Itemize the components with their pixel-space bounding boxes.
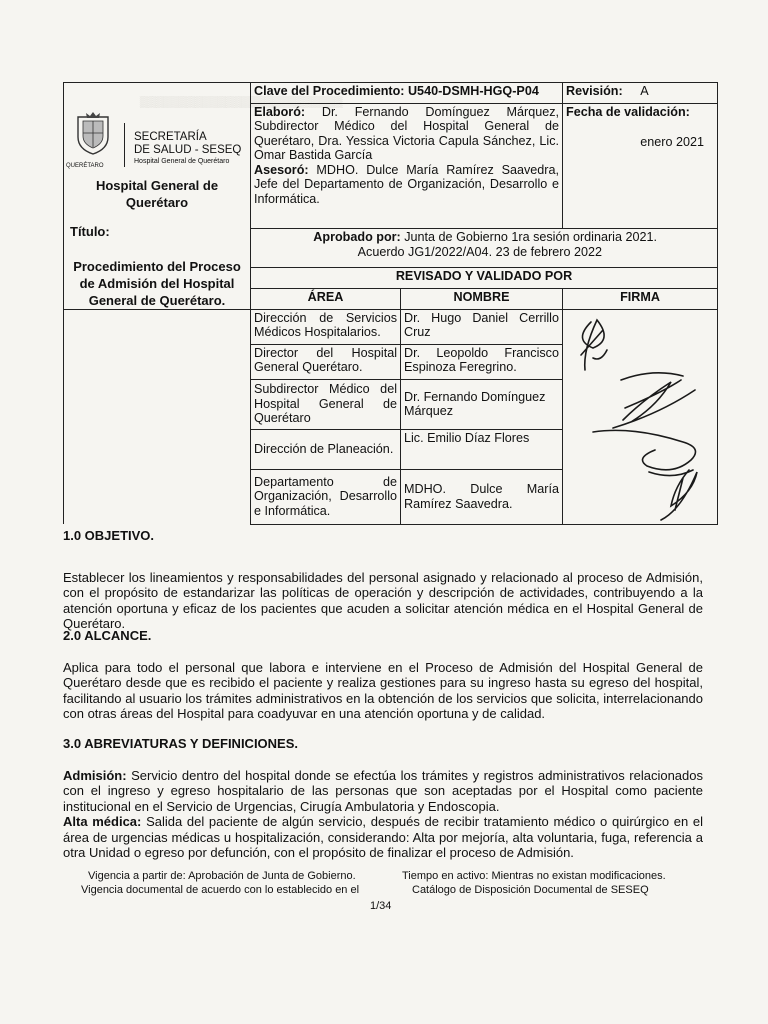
fecha-cell: [563, 103, 718, 228]
firma-column: [563, 309, 718, 524]
footer-catalogo: Catálogo de Disposición Documental de SESEQ: [412, 884, 649, 896]
aprobado-label: Aprobado por:: [313, 230, 401, 245]
revision-cell: [563, 83, 718, 104]
nombre-cell: Dr. Fernando Domínguez Márquez: [401, 379, 563, 429]
admision-text: Servicio dentro del hospital donde se efectúa los trámites y registros administrativos relacionados con el ingreso y egreso hospitalario de las personas que son aceptadas por el Hospital como paciente institucional en el Servicio de Urgencias, Cirugía Ambulatoria y Endoscopia.: [63, 767, 703, 814]
elaboro-cell: [251, 103, 563, 228]
alcance-heading: 2.0 ALCANCE.: [63, 628, 152, 643]
titulo-label: Título:: [70, 224, 110, 239]
page-number: 1/34: [370, 900, 392, 912]
objetivo-section: [63, 528, 703, 632]
logo-cell: [64, 83, 251, 310]
aprobado-text: Junta de Gobierno 1ra sesión ordinaria 2021.: [404, 230, 657, 245]
area-cell: Dirección de Servicios Médicos Hospitalarios.: [251, 309, 401, 344]
col-area-header: ÁREA: [251, 288, 401, 309]
fecha-label: Fecha de validación:: [566, 104, 690, 119]
revision-value: A: [640, 84, 649, 98]
logo-line-3: Hospital General de Querétaro: [134, 158, 230, 165]
signatures-image: [563, 310, 718, 525]
nombre-cell: Dr. Hugo Daniel Cerrillo Cruz: [401, 309, 563, 344]
col-firma-header: FIRMA: [563, 288, 718, 309]
asesoro-text: MDHO. Dulce María Ramírez Saavedra, Jefe del Departamento de Organización, Desarrollo e Informática.: [254, 162, 559, 206]
aprobado-cell: [251, 229, 718, 267]
title-column-spacer: [64, 309, 251, 524]
state-crest-icon: [74, 111, 112, 155]
nombre-cell: MDHO. Dulce María Ramírez Saavedra.: [401, 469, 563, 524]
area-cell: Director del Hospital General Querétaro.: [251, 344, 401, 379]
alcance-text: Aplica para todo el personal que labora e interviene en el Proceso de Admisión del Hospital General de Querétaro desde que es recibido el paciente y realiza gestiones para su ingreso hasta su egreso del hospital, facilitando al usuario los trámites administrativos en la obtención de los servicios que solicita, interrelacionando con otras áreas del Hospital para coadyuvar en una atención oportuna y de calidad.: [63, 659, 703, 721]
procedure-header-table: [63, 82, 718, 525]
logo-line-2: DE SALUD - SESEQ: [134, 144, 242, 156]
area-cell: Dirección de Planeación.: [251, 429, 401, 469]
logo-state-name: QUERÉTARO: [66, 163, 104, 169]
footer-vigencia-documental: Vigencia documental de acuerdo con lo establecido en el: [81, 884, 360, 896]
nombre-cell: Lic. Emilio Díaz Flores: [401, 429, 563, 469]
alcance-section: [63, 628, 703, 722]
logo-divider: [124, 123, 125, 167]
procedure-title: Procedimiento del Proceso de Admisión del Hospital General de Querétaro.: [73, 258, 241, 308]
area-cell: Departamento de Organización, Desarrollo e Informática.: [251, 469, 401, 524]
asesoro-label: Asesoró:: [254, 162, 309, 177]
acuerdo-text: Acuerdo JG1/2022/A04. 23 de febrero 2022: [357, 244, 602, 259]
admision-term: Admisión:: [63, 767, 127, 783]
alta-text: Salida del paciente de algún servicio, después de recibir tratamiento médico o quirúrgico en el área de urgencias médicas u hospitalización, considerando: Alta por mejoría, alta voluntaria, fuga, referencia a otra Unidad o egreso por defunción, con el propósito de finalizar el proceso de Admisión.: [63, 814, 703, 860]
abreviaturas-heading: 3.0 ABREVIATURAS Y DEFINICIONES.: [63, 736, 299, 751]
area-cell: Subdirector Médico del Hospital General de Querétaro: [251, 379, 401, 429]
footer-vigencia: Vigencia a partir de: Aprobación de Junta de Gobierno.: [88, 870, 356, 882]
bleed-through-text: ▒▒▒▒▒▒▒▒▒▒▒▒▒▒▒▒▒▒▒▒▒▒▒▒▒▒: [140, 96, 343, 108]
admision-definition: [63, 768, 703, 861]
objetivo-heading: 1.0 OBJETIVO.: [63, 528, 155, 543]
elaboro-label: Elaboró:: [254, 104, 306, 119]
abreviaturas-section: [63, 736, 703, 861]
fecha-value: enero 2021: [640, 135, 704, 150]
logo-line-1: SECRETARÍA: [134, 131, 207, 143]
nombre-cell: Dr. Leopoldo Francisco Espinoza Feregrino.: [401, 344, 563, 379]
revisado-heading: REVISADO Y VALIDADO POR: [251, 267, 718, 288]
col-nombre-header: NOMBRE: [401, 288, 563, 309]
hospital-name: Hospital General de Querétaro: [95, 178, 219, 210]
footer-tiempo: Tiempo en activo: Mientras no existan modificaciones.: [402, 870, 666, 882]
alta-term: Alta médica:: [63, 814, 142, 829]
objetivo-text: Establecer los lineamientos y responsabilidades del personal asignado y relacionado al proceso de Admisión, con el propósito de estandarizar las políticas de operación y descripción de actividades, contribuyendo a la atención oportuna y eficaz de los pacientes que acuden a solicitar atención médica en el Hospital General de Querétaro.: [63, 569, 703, 631]
clave-cell: Clave del Procedimiento: U540-DSMH-HGQ-P04: [251, 83, 563, 104]
elaboro-text: Dr. Fernando Domínguez Márquez, Subdirector Médico del Hospital General de Querétaro, Dra. Yessica Victoria Capula Sánchez, Lic. Omar Bastida García: [254, 104, 560, 163]
revision-label: Revisión:: [566, 84, 623, 98]
